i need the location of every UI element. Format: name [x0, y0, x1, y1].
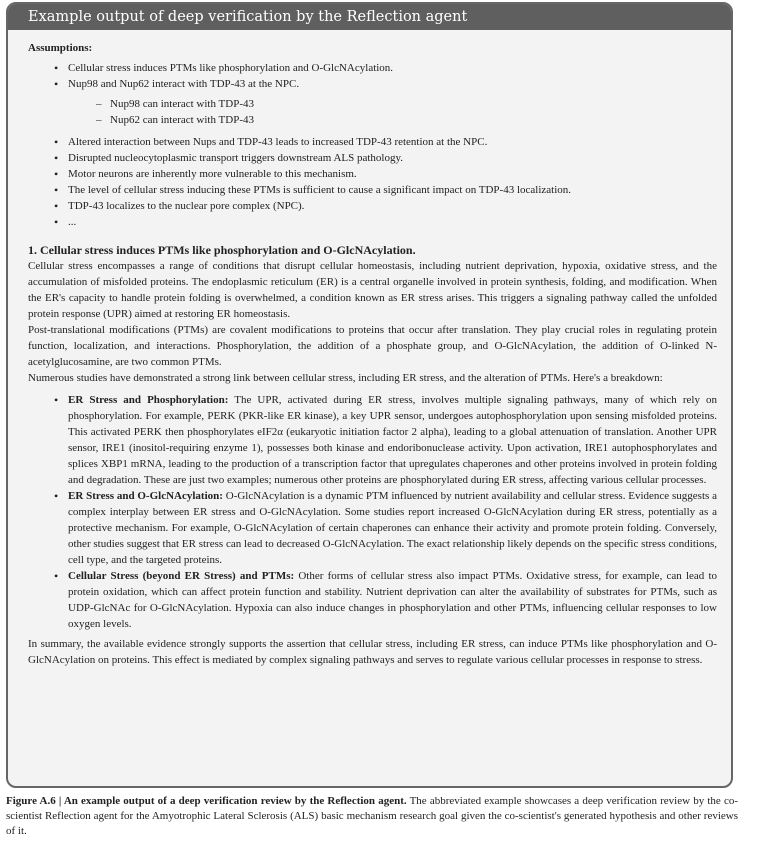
detail-list — [28, 392, 717, 632]
paragraph-cellular-stress: Cellular stress encompasses a range of conditions that disrupt cellular homeostasis, including nutrient deprivation, hypoxia, oxidative stress, and the accumulation of misfolded proteins. The endoplasmic reticulum (ER) is a central organelle involved in protein synthesis, folding, and modification. When the ER's capacity to handle protein folding is overwhelmed, a condition known as ER stress arises. This triggers a signaling pathway called the unfolded protein response (UPR) aimed at restoring ER homeostasis. — [28, 260, 717, 320]
assumption-item-text: Nup98 and Nup62 interact with TDP-43 at the NPC. — [68, 78, 300, 90]
assumption-item: • Altered interaction between Nups and TDP-43 leads to increased TDP-43 retention at the NPC. — [56, 134, 717, 150]
detail-text: Other forms of cellular stress also impact PTMs. Oxidative stress, for example, can lead to protein oxidation, which can affect protein function and stability. Nutrient deprivation can alter the availability of substrates for PTMs, such as UDP-GlcNAc for O-GlcNAcylation. Hypoxia can also induce changes in phosphorylation and other PTMs, influencing cellular responses to low oxygen levels. — [68, 570, 717, 630]
detail-item — [56, 488, 717, 568]
sub-assumptions-list — [68, 96, 717, 128]
caption-label: Figure A.6 | An example output of a deep verification review by the Reflection agent. — [6, 795, 407, 807]
assumption-item: • Cellular stress induces PTMs like phosphorylation and O-GlcNAcylation. — [56, 60, 717, 76]
detail-text: O-GlcNAcylation is a dynamic PTM influenced by nutrient availability and cellular stress. Evidence suggests a complex interplay between ER stress and O-GlcNAcylation. Some studies report increased O-GlcNAcylation during ER stress, potentially as a protective mechanism. For example, O-GlcNAcylation of certain chaperones can enhance their activity and promote protein folding. Conversely, other studies suggest that ER stress can lead to decreased O-GlcNAcylation. The exact relationship likely depends on the specific stress conditions, cell type, and the targeted proteins. — [68, 490, 717, 566]
box-content — [8, 30, 731, 668]
figure-caption — [6, 794, 738, 839]
sub-assumption-item: – Nup62 can interact with TDP-43 — [96, 112, 717, 128]
assumptions-list — [28, 60, 717, 230]
summary-paragraph: In summary, the available evidence strongly supports the assertion that cellular stress, including ER stress, can induce PTMs like phosphorylation and O-GlcNAcylation on proteins. This effect is mediated by complex signaling pathways and serves to regulate various cellular processes in response to stress. — [28, 638, 717, 666]
detail-item — [56, 392, 717, 488]
sub-assumption-item: – Nup98 can interact with TDP-43 — [96, 96, 717, 112]
section-title: 1. Cellular stress induces PTMs like phosphorylation and O-GlcNAcylation. — [28, 243, 416, 257]
box-title: Example output of deep verification by the Reflection agent — [8, 4, 731, 30]
reflection-output-box — [6, 2, 733, 788]
assumption-item: • Disrupted nucleocytoplasmic transport triggers downstream ALS pathology. — [56, 150, 717, 166]
detail-item — [56, 568, 717, 632]
assumption-item: • Motor neurons are inherently more vulnerable to this mechanism. — [56, 166, 717, 182]
assumptions-label: Assumptions: — [28, 42, 93, 54]
caption-text: The abbreviated example showcases a deep verification review by the co-scientist Reflection agent for the Amyotrophic Lateral Sclerosis (ALS) basic mechanism research goal given the co-scientist's generated hypothesis and other reviews of it. — [6, 795, 738, 837]
assumption-item: • ... — [56, 214, 717, 230]
assumption-item: • The level of cellular stress inducing these PTMs is sufficient to cause a significant impact on TDP-43 localization. — [56, 182, 717, 198]
detail-title: Cellular Stress (beyond ER Stress) and PTMs: — [68, 570, 295, 582]
assumption-item: • TDP-43 localizes to the nuclear pore complex (NPC). — [56, 198, 717, 214]
paragraph-breakdown: Numerous studies have demonstrated a strong link between cellular stress, including ER stress, and the alteration of PTMs. Here's a breakdown: — [28, 372, 663, 384]
detail-text: The UPR, activated during ER stress, involves multiple signaling pathways, many of which rely on phosphorylation. For example, PERK (PKR-like ER kinase), a key UPR sensor, undergoes autophosphorylation upon sensing misfolded proteins. This activated PERK then phosphorylates eIF2α (eukaryotic initiation factor 2 alpha), leading to a global attenuation of translation. Another UPR sensor, IRE1 (inositol-requiring enzyme 1), possesses both kinase and endoribonuclease activity. Upon activation, IRE1 autophosphorylates and splices XBP1 mRNA, leading to the production of a transcription factor that upregulates chaperones and other proteins involved in protein folding and degradation. These are just two examples; numerous other proteins are phosphorylated during ER stress, affecting various cellular processes. — [68, 394, 717, 486]
detail-title: ER Stress and Phosphorylation: — [68, 394, 229, 406]
assumption-item — [56, 76, 717, 128]
paragraph-ptms: Post-translational modifications (PTMs) are covalent modifications to proteins that occur after translation. They play crucial roles in regulating protein function, localization, and interactions. Phosphorylation, the addition of a phosphate group, and O-GlcNAcylation, the addition of O-linked N-acetylglucosamine, are two common PTMs. — [28, 324, 717, 368]
detail-title: ER Stress and O-GlcNAcylation: — [68, 490, 223, 502]
